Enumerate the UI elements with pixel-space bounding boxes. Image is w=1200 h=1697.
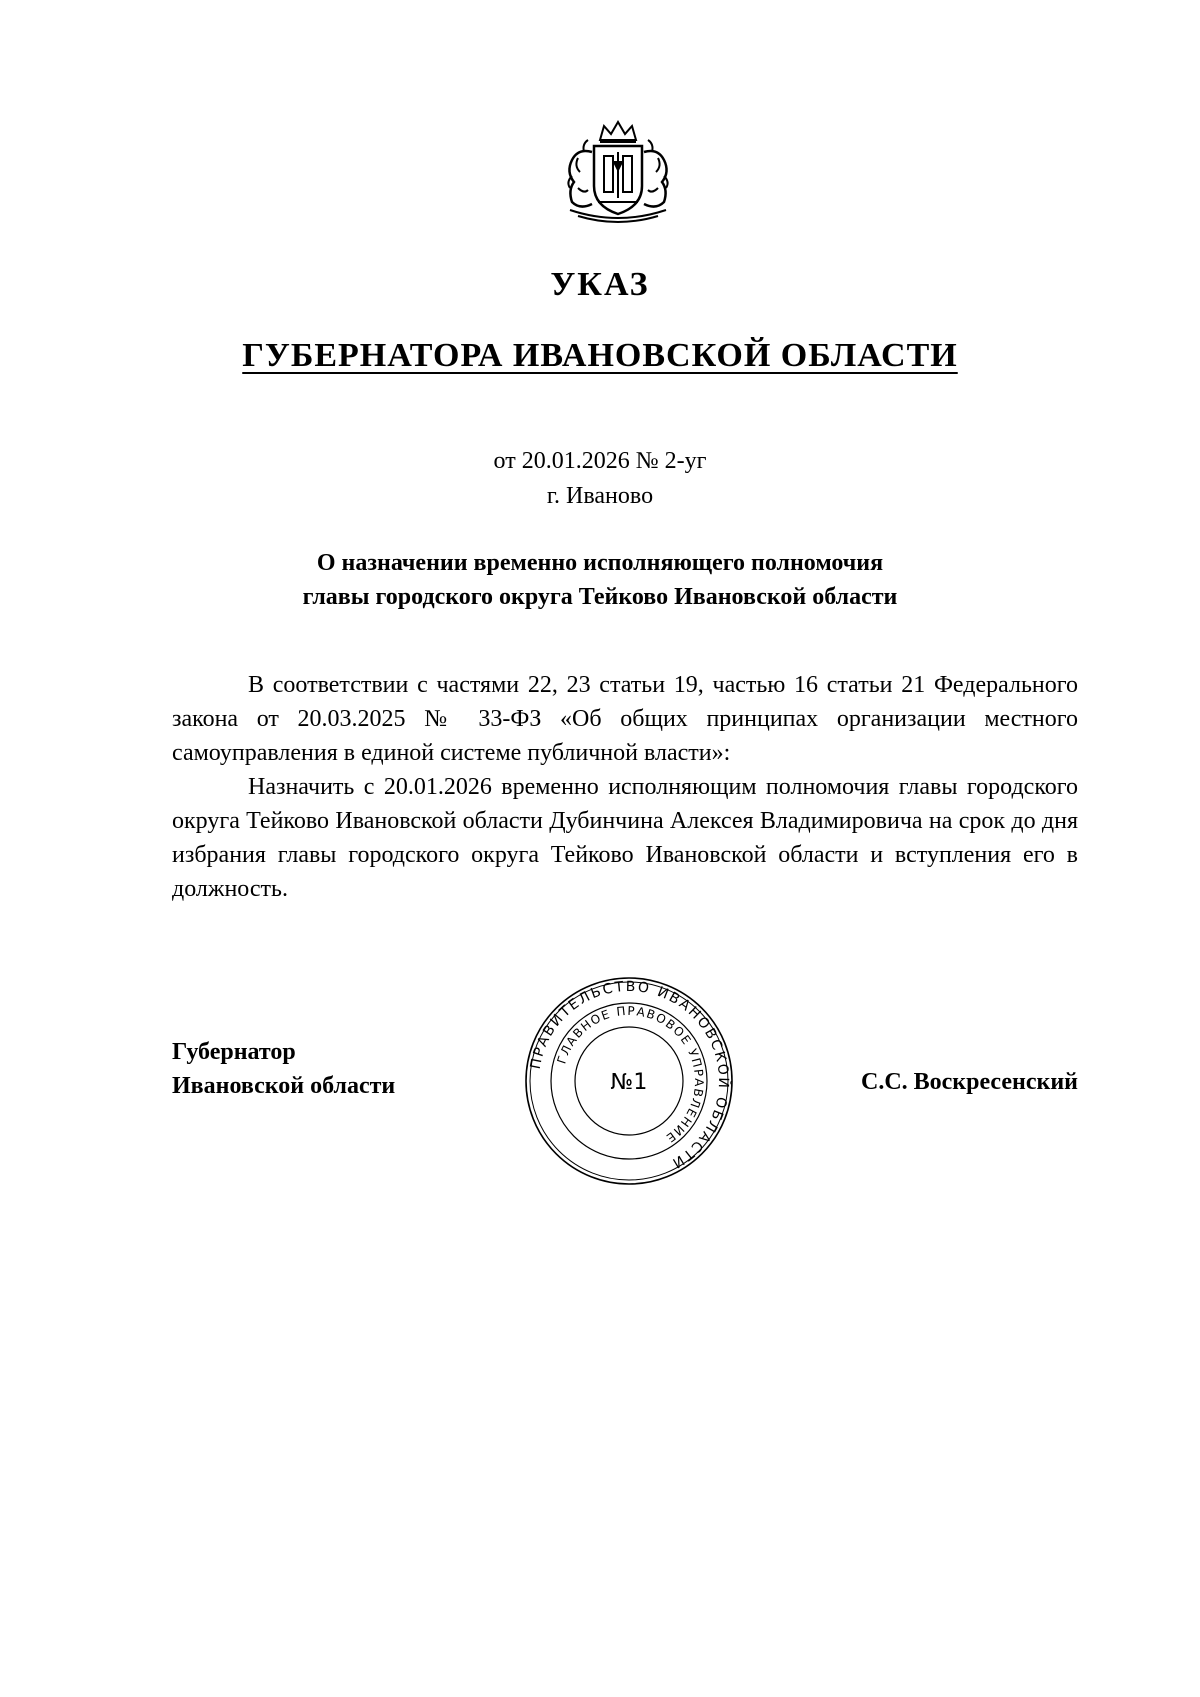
subject-line-1: О назначении временно исполняющего полномочия [316,550,884,576]
signatory-position-line-1: Губернатор [172,1039,296,1065]
subject-line-2: главы городского округа Тейково Ивановской области [302,584,898,610]
stamp-inner-text: ГЛАВНОЕ ПРАВОВОЕ УПРАВЛЕНИЕ [554,1003,707,1146]
subject-heading [0,546,1200,614]
document-issuer-text: ГУБЕРНАТОРА ИВАНОВСКОЙ ОБЛАСТИ [242,337,958,374]
document-issuer [0,337,1200,375]
coat-of-arms-icon [548,118,688,228]
stamp-number: №1 [610,1070,648,1095]
body-text [172,668,1078,906]
document-title: УКАЗ [550,266,650,303]
body-paragraph-2: Назначить с 20.01.2026 временно исполняющим полномочия главы городского округа Тейково Ивановской области Дубинчина Алексея Владимировича на срок до дня избрания главы городского округа Тейково Ивановской области и вступления его в должность. [172,774,1078,902]
signatory-position [172,1035,395,1103]
date-number: от 20.01.2026 № 2-уг [493,448,707,474]
signatory-position-line-2: Ивановской области [172,1073,396,1099]
signatory-name: С.С. Воскресенский [860,1069,1078,1095]
official-stamp-icon [523,975,735,1187]
city: г. Иваново [546,483,654,509]
stamp-outer-text: ПРАВИТЕЛЬСТВО ИВАНОВСКОЙ ОБЛАСТИ [527,978,732,1172]
body-paragraph-1: В соответствии с частями 22, 23 статьи 19, частью 16 статьи 21 Федерального закона от 20.03.2025 № 33-ФЗ «Об общих принципах организации местного самоуправления в единой системе публичной власти»: [172,672,1078,766]
